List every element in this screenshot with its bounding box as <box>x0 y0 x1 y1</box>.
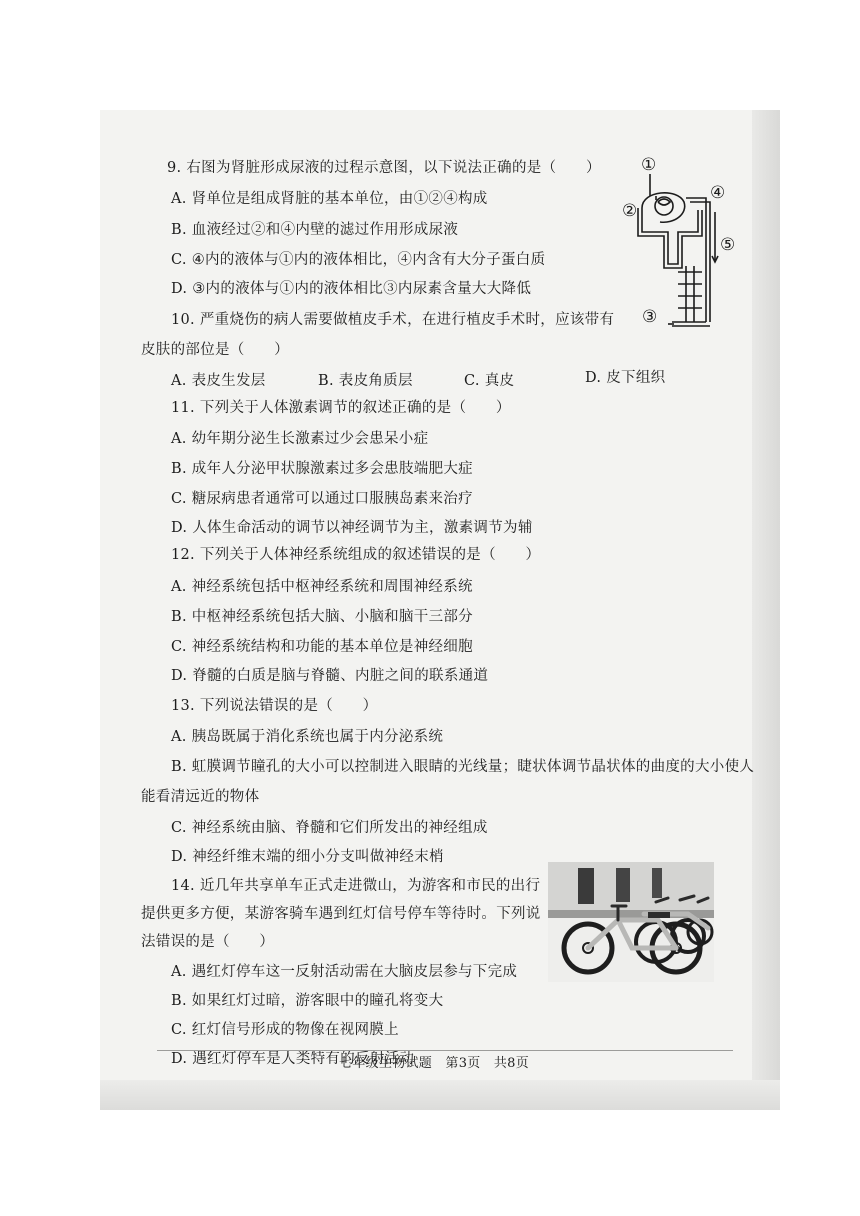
q13-option-d: D. 神经纤维末端的细小分支叫做神经末梢 <box>171 849 444 865</box>
q14-stem-line2: 提供更多方便，某游客骑车遇到红灯信号停车等待时。下列说 <box>141 906 541 922</box>
q12-option-c: C. 神经系统结构和功能的基本单位是神经细胞 <box>171 639 473 655</box>
q9-option-d: D. ③内的液体与①内的液体相比③内尿素含量大大降低 <box>171 281 532 297</box>
q10-option-d: D. 皮下组织 <box>585 370 666 386</box>
diagram-label-5: ⑤ <box>720 235 736 255</box>
q14-stem-line3: 法错误的是（ ） <box>141 934 275 950</box>
q10-option-c: C. 真皮 <box>464 373 515 389</box>
q11-stem: 11. 下列关于人体激素调节的叙述正确的是（ ） <box>171 400 511 416</box>
q14-option-d: D. 遇红灯停车是人类特有的反射活动 <box>171 1051 415 1067</box>
q12-option-b: B. 中枢神经系统包括大脑、小脑和脑干三部分 <box>171 609 473 625</box>
q9-option-b: B. 血液经过②和④内壁的滤过作用形成尿液 <box>171 222 459 238</box>
q14-option-a: A. 遇红灯停车这一反射活动需在大脑皮层参与下完成 <box>171 964 518 980</box>
q9-stem: 9. 右图为肾脏形成尿液的过程示意图，以下说法正确的是（ ） <box>167 160 601 176</box>
q12-option-a: A. 神经系统包括中枢神经系统和周围神经系统 <box>171 579 473 595</box>
q9-option-a: A. 肾单位是组成肾脏的基本单位，由①②④构成 <box>171 191 488 207</box>
q14-option-b: B. 如果红灯过暗，游客眼中的瞳孔将变大 <box>171 993 444 1009</box>
q13-option-b-line1: B. 虹膜调节瞳孔的大小可以控制进入眼睛的光线量；睫状体调节晶状体的曲度的大小使人 <box>171 759 755 775</box>
q11-option-a: A. 幼年期分泌生长激素过少会患呆小症 <box>171 431 429 447</box>
footer-divider <box>157 1050 733 1051</box>
q13-option-c: C. 神经系统由脑、脊髓和它们所发出的神经组成 <box>171 820 488 836</box>
shared-bikes-photo <box>548 862 714 982</box>
diagram-label-1: ① <box>641 155 657 175</box>
diagram-label-2: ② <box>622 201 638 221</box>
q13-stem: 13. 下列说法错误的是（ ） <box>171 698 378 714</box>
q11-option-c: C. 糖尿病患者通常可以通过口服胰岛素来治疗 <box>171 491 473 507</box>
diagram-label-4: ④ <box>710 183 726 203</box>
q13-option-b-line2: 能看清远近的物体 <box>141 789 260 805</box>
q12-option-d: D. 脊髓的白质是脑与脊髓、内脏之间的联系通道 <box>171 668 489 684</box>
diagram-label-3: ③ <box>642 307 658 327</box>
q12-stem: 12. 下列关于人体神经系统组成的叙述错误的是（ ） <box>171 547 541 563</box>
page-footer: 七年级生物试题 第3页 共8页 <box>339 1056 530 1071</box>
q11-option-b: B. 成年人分泌甲状腺激素过多会患肢端肥大症 <box>171 461 473 477</box>
q10-stem-line1: 10. 严重烧伤的病人需要做植皮手术，在进行植皮手术时，应该带有 <box>171 312 615 328</box>
q14-option-c: C. 红灯信号形成的物像在视网膜上 <box>171 1022 399 1038</box>
q10-option-a: A. 表皮生发层 <box>171 373 266 389</box>
paper-edge-shadow <box>752 110 780 1110</box>
paper-bottom-shadow <box>100 1080 780 1110</box>
q10-option-b: B. 表皮角质层 <box>318 373 413 389</box>
q13-option-a: A. 胰岛既属于消化系统也属于内分泌系统 <box>171 729 444 745</box>
q9-option-c: C. ④内的液体与①内的液体相比，④内含有大分子蛋白质 <box>171 252 546 268</box>
nephron-diagram <box>612 152 742 338</box>
q10-stem-line2: 皮肤的部位是（ ） <box>141 342 289 358</box>
q14-stem-line1: 14. 近几年共享单车正式走进微山，为游客和市民的出行 <box>171 878 541 894</box>
q11-option-d: D. 人体生命活动的调节以神经调节为主，激素调节为辅 <box>171 520 533 536</box>
